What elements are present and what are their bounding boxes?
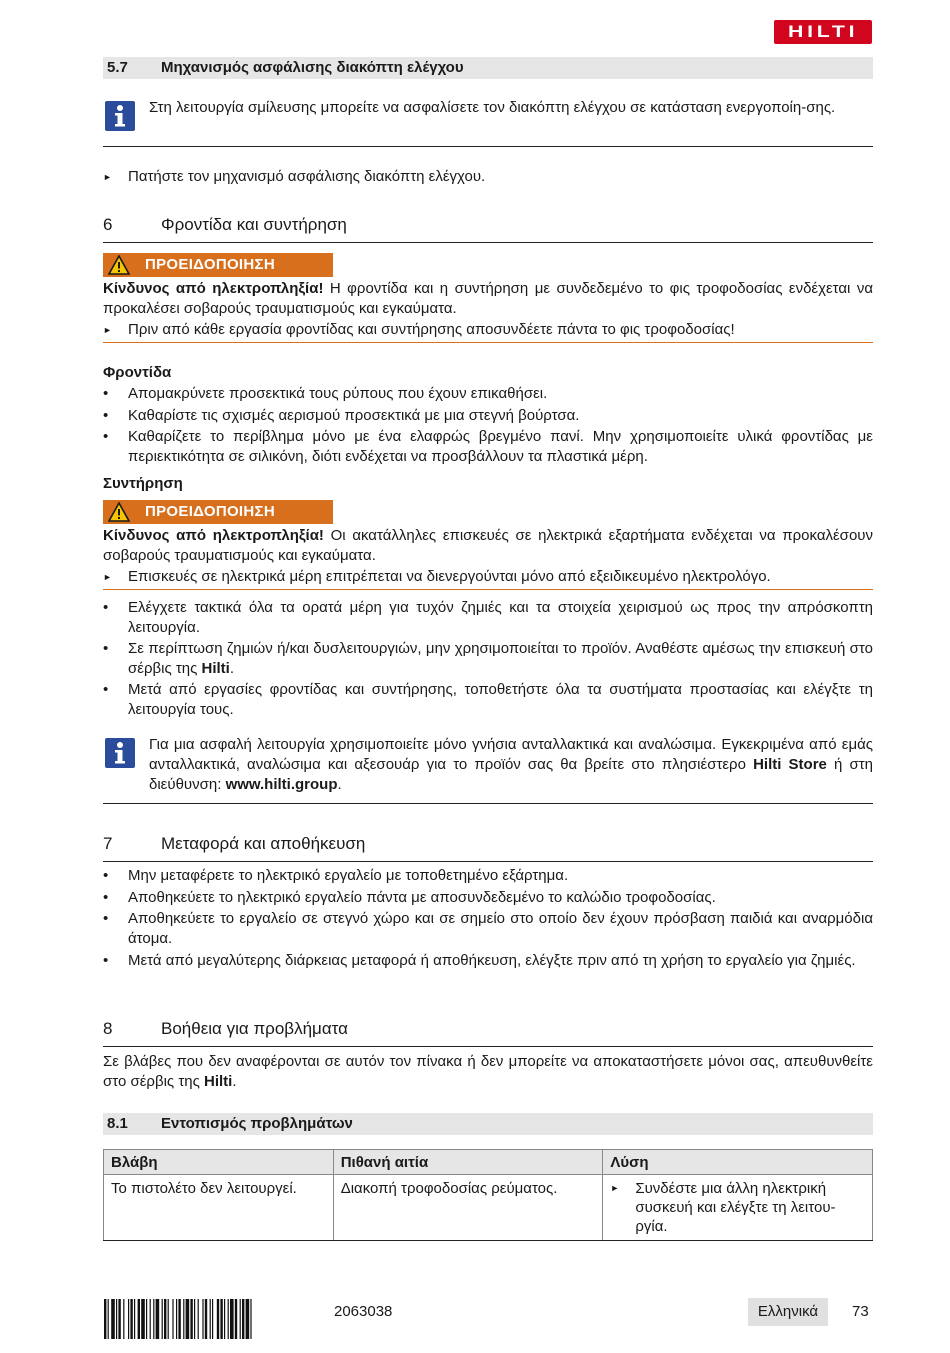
arrow-icon: ► <box>103 172 112 182</box>
bullet: • <box>103 599 109 616</box>
warning-divider <box>103 589 873 590</box>
section-6-heading <box>103 214 873 243</box>
info-icon <box>105 101 135 131</box>
bullet: • <box>103 640 109 657</box>
section-7-heading <box>103 833 873 862</box>
warning-body: Η φροντίδα και η συντήρηση με συνδεδεμένο το φις τροφοδοσίας ενδέχεται να προκαλέσει σοβαρούς τραυματισμούς και εγκαύματα. <box>103 280 873 317</box>
maintenance-item <box>103 598 873 638</box>
brand-name: Hilti <box>203 1073 233 1090</box>
care-item <box>103 384 873 404</box>
barcode <box>104 1299 317 1339</box>
info-note-lock <box>103 98 873 147</box>
section-number: 6 <box>103 215 113 234</box>
bullet: • <box>103 867 109 884</box>
section-8-heading <box>103 1018 873 1047</box>
step-text: Πατήστε τον μηχανισμό ασφάλισης διακόπτη ελέγχου. <box>128 168 486 185</box>
section-5-7-heading <box>103 57 873 79</box>
solution-cell <box>603 1175 873 1241</box>
warning-label-text: ΠΡΟΕΙΔΟΠΟΙΗΣΗ <box>145 503 275 520</box>
warning-action-text: Επισκευές σε ηλεκτρικά μέρη επιτρέπεται να διενεργούνται μόνο από εξειδικευμένο ηλεκτρολόγο. <box>128 568 771 585</box>
warning-lead: Κίνδυνος από ηλεκτροπληξία! <box>103 280 324 297</box>
maintenance-item <box>103 639 873 679</box>
section-number: 7 <box>103 834 113 853</box>
transport-item <box>103 888 873 908</box>
table-header-row <box>104 1150 873 1175</box>
warning-label-text: ΠΡΟΕΙΔΟΠΟΙΗΣΗ <box>145 256 275 273</box>
bullet: • <box>103 385 109 402</box>
column-header-cause: Πιθανή αιτία <box>333 1150 603 1175</box>
warning-lead: Κίνδυνος από ηλεκτροπληξία! <box>103 527 324 544</box>
hilti-logo: HILTI <box>774 20 872 44</box>
care-item <box>103 406 873 426</box>
bullet: • <box>103 910 109 927</box>
section-number: 5.7 <box>107 59 128 76</box>
info-note-parts <box>103 735 873 804</box>
solution-text: Συνδέστε μια άλλη ηλεκτρική συσκευή και ελέγξτε τη λειτου-ργία. <box>635 1180 836 1235</box>
section-title: Μεταφορά και αποθήκευση <box>161 834 366 853</box>
bullet: • <box>103 889 109 906</box>
info-text: Για μια ασφαλή λειτουργία χρησιμοποιείτε μόνο γνήσια ανταλλακτικά και αναλώσιμα. Εγκεκριμένα από εμάς ανταλλακτικά, αναλώσιμα και αξεσουάρ για το προϊόν σας θα βρείτε στο πλησιέστερο Hilti Store ή στη διεύθυνση: www.hilti.group. <box>149 736 874 793</box>
store-name: Hilti Store <box>753 756 827 773</box>
section-title: Μηχανισμός ασφάλισης διακόπτη ελέγχου <box>161 59 464 76</box>
troubleshooting-table <box>103 1149 873 1241</box>
section-title: Βοήθεια για προβλήματα <box>161 1019 348 1038</box>
arrow-icon: ► <box>103 325 112 335</box>
bullet: • <box>103 407 109 424</box>
section-8-1-heading <box>103 1113 873 1135</box>
bullet: • <box>103 681 109 698</box>
arrow-icon: ► <box>610 1183 620 1193</box>
section-number: 8.1 <box>107 1115 128 1132</box>
warning-text <box>103 279 873 319</box>
arrow-icon: ► <box>103 572 112 582</box>
info-icon <box>105 738 135 768</box>
cause-cell: Διακοπή τροφοδοσίας ρεύματος. <box>333 1175 603 1241</box>
transport-item-text: Αποθηκεύετε το εργαλείο σε στεγνό χώρο και σε σημείο στο οποίο δεν έχουν πρόσβαση παιδιά και αναρμόδια άτομα. <box>128 910 873 947</box>
table-row <box>104 1175 873 1241</box>
warning-action-text: Πριν από κάθε εργασία φροντίδας και συντήρησης αποσυνδέετε πάντα το φις τροφοδοσίας! <box>128 321 735 338</box>
maintenance-item-text: Σε περίπτωση ζημιών ή/και δυσλειτουργιών, μην χρησιμοποιείται το προϊόν. Αναθέστε αμέσως την επισκευή στο σέρβις της Hilti. <box>128 640 873 677</box>
transport-item <box>103 909 873 949</box>
transport-item-text: Αποθηκεύετε το ηλεκτρικό εργαλείο πάντα με αποσυνδεδεμένο το καλώδιο τροφοδοσίας. <box>128 889 716 906</box>
brand-name: Hilti <box>201 660 230 677</box>
transport-item-text: Μην μεταφέρετε το ηλεκτρικό εργαλείο με τοποθετημένο εξάρτημα. <box>128 867 569 884</box>
warning-body: Οι ακατάλληλες επισκευές σε ηλεκτρικά εξαρτήματα ενδέχεται να προκαλέσουν σοβαρούς τραυματισμούς και εγκαύματα. <box>103 527 873 564</box>
document-number: 2063038 <box>334 1303 393 1320</box>
warning-action <box>103 320 873 340</box>
maintenance-item-text: Μετά από εργασίες φροντίδας και συντήρησης, τοποθετήστε όλα τα συστήματα προστασίας και ελέγξτε τη λειτουργία τους. <box>128 681 873 718</box>
care-item <box>103 427 873 467</box>
bullet: • <box>103 952 109 969</box>
maintenance-item <box>103 680 873 720</box>
warning-label <box>103 253 333 277</box>
column-header-fault: Βλάβη <box>104 1150 334 1175</box>
maintenance-label: Συντήρηση <box>103 475 183 492</box>
care-item-text: Καθαρίζετε το περίβλημα μόνο με ένα ελαφρώς βρεγμένο πανί. Μην χρησιμοποιείτε υλικά φροντίδας με περιεκτικότητα σε σιλικόνη, διότι ενδέχεται να προσβάλλουν τα πλαστικά μέρη. <box>128 428 873 465</box>
bullet: • <box>103 428 109 445</box>
website-link[interactable]: www.hilti.group <box>225 776 338 793</box>
column-header-solution: Λύση <box>603 1150 873 1175</box>
troubleshooting-intro: Σε βλάβες που δεν αναφέρονται σε αυτόν τον πίνακα ή δεν μπορείτε να αποκαταστήσετε μόνοι σας, απευθυνθείτε στο σέρβις της Hilti. <box>103 1053 873 1090</box>
section-title: Φροντίδα και συντήρηση <box>161 215 347 234</box>
section-number: 8 <box>103 1019 113 1038</box>
info-text: Στη λειτουργία σμίλευσης μπορείτε να ασφαλίσετε τον διακόπτη ελέγχου σε κατάσταση ενεργοποίη-σης. <box>149 99 836 116</box>
care-item-text: Καθαρίστε τις σχισμές αερισμού προσεκτικά με μια στεγνή βούρτσα. <box>128 407 580 424</box>
care-label: Φροντίδα <box>103 364 172 381</box>
warning-label <box>103 500 333 524</box>
transport-item <box>103 951 873 971</box>
warning-divider <box>103 342 873 343</box>
maintenance-item-text: Ελέγχετε τακτικά όλα τα ορατά μέρη για τυχόν ζημιές και τα στοιχεία χειρισμού ως προς την απρόσκοπτη λειτουργία. <box>128 599 873 636</box>
step-item <box>103 167 873 187</box>
warning-action <box>103 567 873 587</box>
transport-item <box>103 866 873 886</box>
section-title: Εντοπισμός προβλημάτων <box>161 1115 353 1132</box>
care-item-text: Απομακρύνετε προσεκτικά τους ρύπους που έχουν επικαθήσει. <box>128 385 548 402</box>
language-tab: Ελληνικά <box>748 1298 828 1326</box>
transport-item-text: Μετά από μεγαλύτερης διάρκειας μεταφορά ή αποθήκευση, ελέγξτε πριν από τη χρήση το εργαλείο για ζημιές. <box>128 952 856 969</box>
page-number: 73 <box>852 1303 869 1320</box>
warning-text <box>103 526 873 566</box>
fault-cell: Το πιστολέτο δεν λειτουργεί. <box>104 1175 334 1241</box>
